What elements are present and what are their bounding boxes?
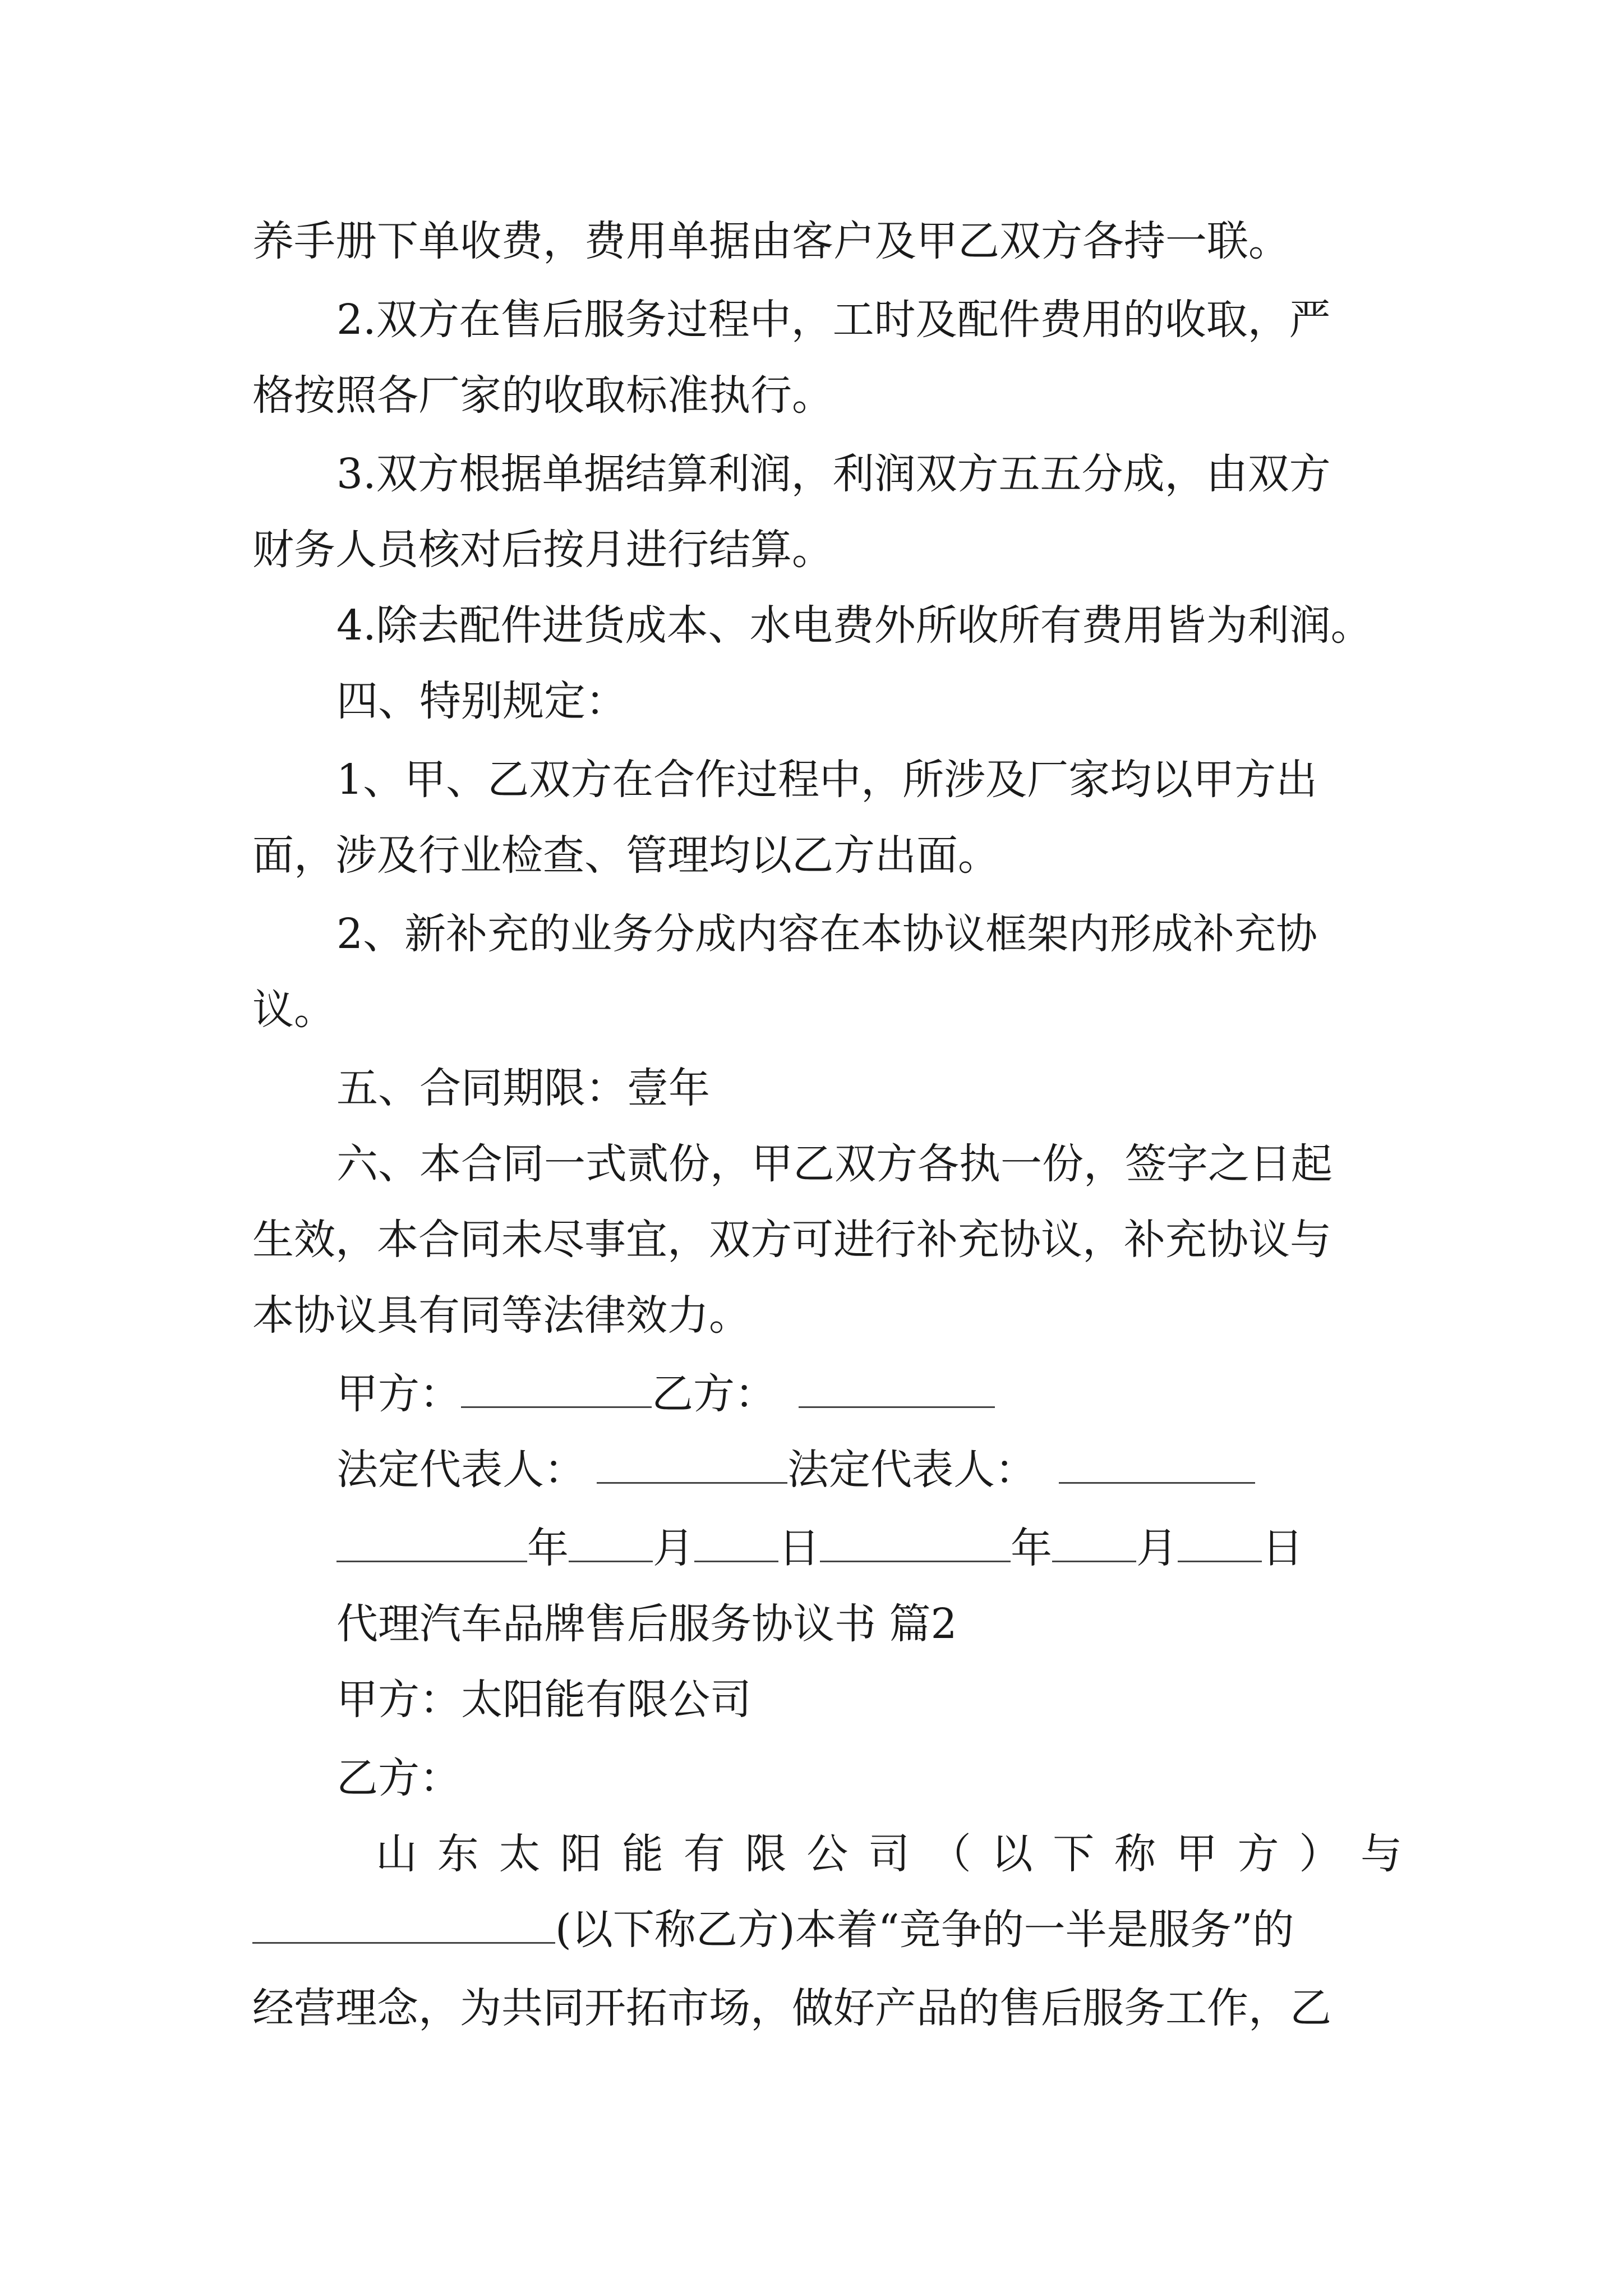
- intro-spread-char: 东: [437, 1830, 479, 1878]
- signature-line-legal-reps: [336, 1442, 1469, 1498]
- day-label: 日: [1262, 1524, 1303, 1572]
- party-b-line: 乙方：: [336, 1754, 461, 1802]
- party-a-blank[interactable]: [461, 1367, 652, 1408]
- party-b-label: 乙方：: [652, 1370, 776, 1418]
- intro-line-1: [376, 1826, 1402, 1882]
- party-a-label: 甲方：: [336, 1370, 461, 1418]
- text-line: 4.除去配件进货成本、水电费外所收所有费用皆为利润。: [336, 601, 1372, 650]
- party-b-blank[interactable]: [799, 1367, 995, 1408]
- party-b-name-blank[interactable]: [252, 1903, 555, 1944]
- legal-rep-b-label: 法定代表人：: [787, 1446, 1036, 1494]
- intro-spread-char: 有: [683, 1830, 725, 1878]
- section-heading: 四、特别规定：: [336, 677, 627, 725]
- intro-spread-char: 山: [376, 1830, 417, 1878]
- intro-spread: [376, 1826, 1402, 1882]
- month-label: 月: [653, 1524, 694, 1572]
- text-line: 面，涉及行业检查、管理均以乙方出面。: [252, 831, 999, 880]
- text-line: 财务人员核对后按月进行结算。: [252, 526, 833, 574]
- signature-line-parties: [336, 1366, 1469, 1422]
- intro-spread-char: 以: [991, 1830, 1033, 1878]
- day-a-blank[interactable]: [694, 1521, 778, 1562]
- text-line: 本协议具有同等法律效力。: [252, 1291, 750, 1340]
- intro-spread-char: 阳: [560, 1830, 602, 1878]
- text-line: 1、甲、乙双方在合作过程中，所涉及厂家均以甲方出: [336, 756, 1318, 804]
- text-line: 养手册下单收费，费用单据由客户及甲乙双方各持一联。: [252, 217, 1290, 265]
- day-b-blank[interactable]: [1178, 1521, 1262, 1562]
- intro-spread-char: 能: [622, 1830, 663, 1878]
- legal-rep-a-label: 法定代表人：: [336, 1446, 585, 1494]
- text-line: 2、新补充的业务分成内容在本协议框架内形成补充协: [336, 910, 1318, 958]
- legal-rep-b-blank[interactable]: [1059, 1443, 1255, 1484]
- month-a-blank[interactable]: [569, 1521, 653, 1562]
- intro-line-2-text: (以下称乙方)本着“竞争的一半是服务”的: [555, 1906, 1294, 1954]
- intro-spread-char: 甲: [1175, 1830, 1218, 1878]
- text-line: 议。: [252, 986, 335, 1034]
- intro-spread-char: 太: [499, 1830, 541, 1878]
- intro-spread-char: 下: [1053, 1830, 1095, 1878]
- intro-spread-char: 司: [868, 1830, 910, 1878]
- day-label: 日: [778, 1524, 820, 1572]
- year-label: 年: [1011, 1524, 1052, 1572]
- party-a-line: 甲方：太阳能有限公司: [336, 1676, 751, 1724]
- text-line: 经营理念，为共同开拓市场，做好产品的售后服务工作，乙: [252, 1984, 1331, 2032]
- text-line: 2.双方在售后服务过程中，工时及配件费用的收取，严: [336, 296, 1331, 344]
- intro-spread-char: 与: [1361, 1830, 1402, 1878]
- intro-spread-char: 限: [745, 1830, 787, 1878]
- year-label: 年: [527, 1524, 569, 1572]
- intro-spread-char: 方: [1237, 1830, 1279, 1878]
- legal-rep-a-blank[interactable]: [597, 1443, 787, 1484]
- section-title: 代理汽车品牌售后服务协议书 篇2: [336, 1600, 957, 1648]
- intro-spread-char: 公: [806, 1830, 849, 1878]
- intro-spread-char: ）: [1299, 1830, 1341, 1878]
- year-b-blank[interactable]: [820, 1521, 1011, 1562]
- intro-spread-char: （: [929, 1830, 971, 1878]
- year-a-blank[interactable]: [336, 1521, 527, 1562]
- section-heading: 五、合同期限：壹年: [336, 1064, 710, 1112]
- month-label: 月: [1136, 1524, 1178, 1572]
- month-b-blank[interactable]: [1052, 1521, 1136, 1562]
- signature-line-dates: [336, 1520, 1469, 1576]
- text-line: 生效，本合同未尽事宜，双方可进行补充协议，补充协议与: [252, 1216, 1331, 1264]
- intro-line-2: [252, 1902, 1385, 1958]
- text-line: 六、本合同一式贰份，甲乙双方各执一份，签字之日起: [336, 1140, 1332, 1188]
- text-line: 3.双方根据单据结算利润，利润双方五五分成，由双方: [336, 450, 1331, 498]
- intro-spread-char: 称: [1114, 1830, 1156, 1878]
- text-line: 格按照各厂家的收取标准执行。: [252, 371, 833, 420]
